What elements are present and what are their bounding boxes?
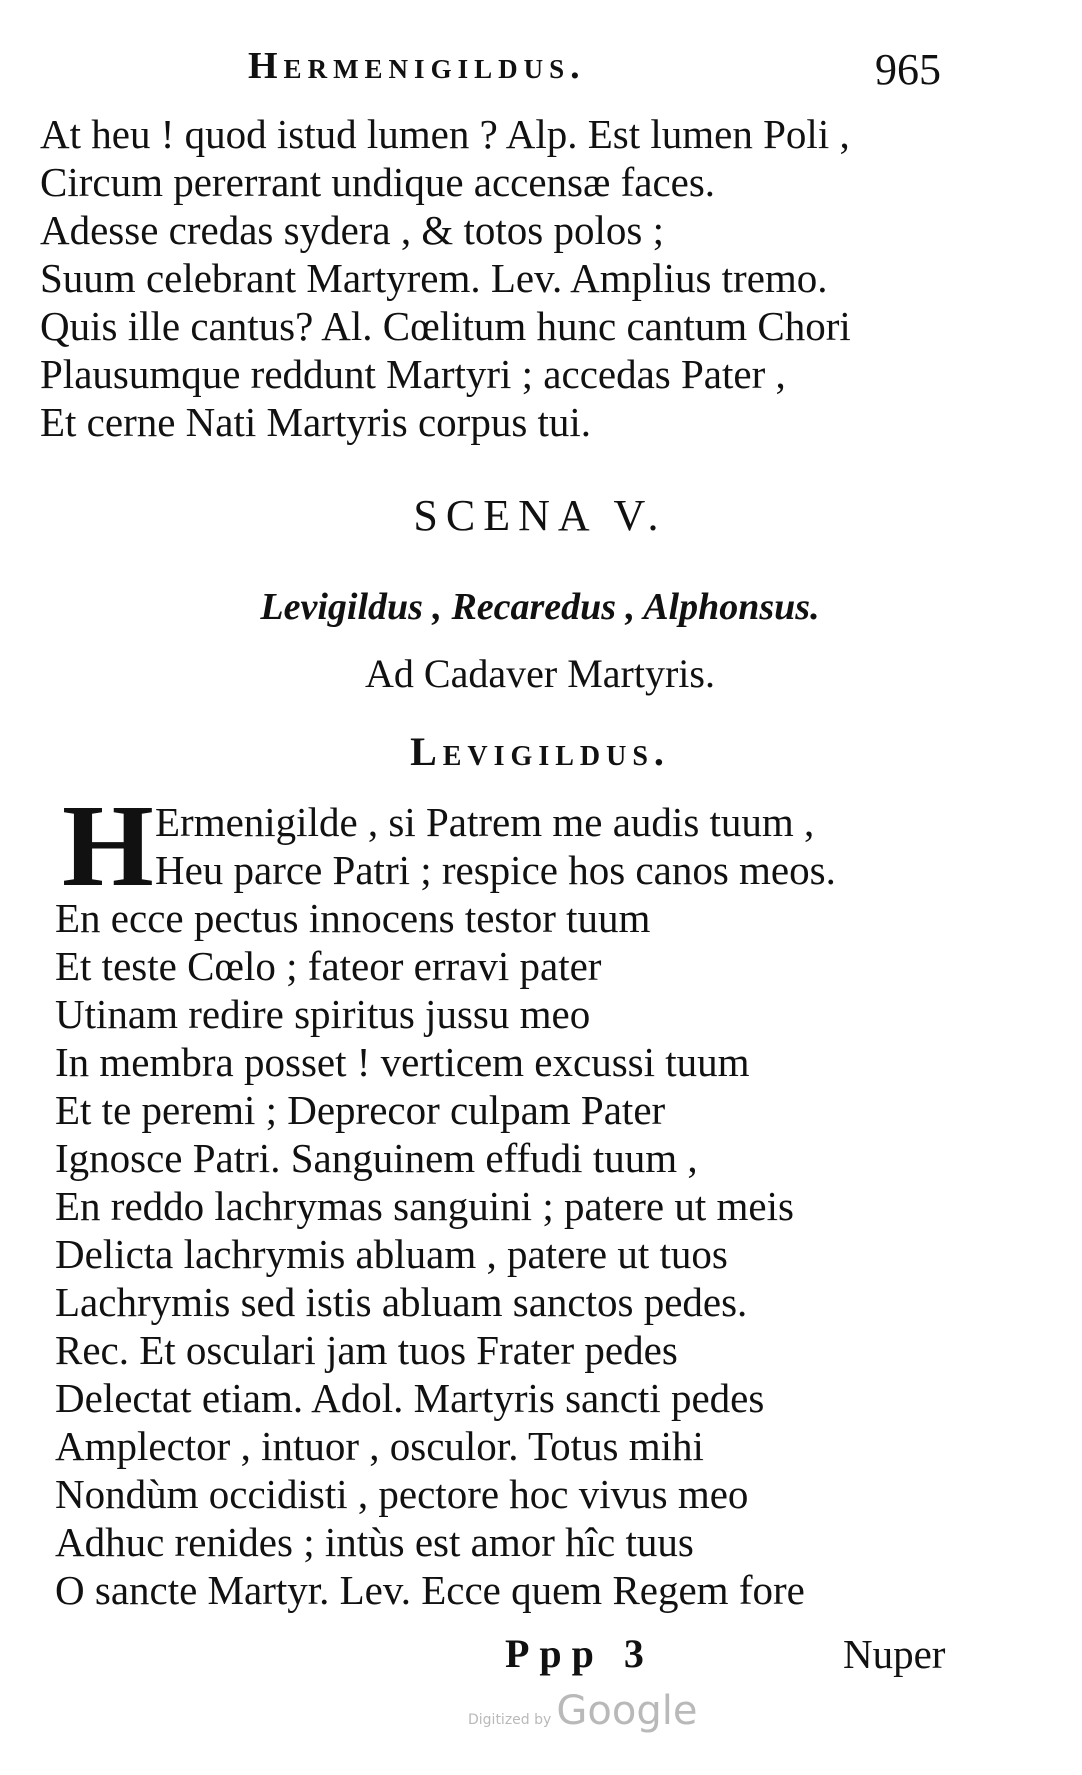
verse-line: Quis ille cantus? Al. Cœlitum hunc cantum Chori: [40, 303, 851, 349]
verse-line: Circum pererrant undique accensæ faces.: [40, 159, 716, 205]
verse-line: Adesse credas sydera , & totos polos ;: [40, 207, 664, 253]
verse-line: Lachrymis sed istis abluam sanctos pedes.: [55, 1279, 748, 1325]
verse-line: Adhuc renides ; intùs est amor hîc tuus: [55, 1519, 694, 1565]
verse-line: Ignosce Patri. Sanguinem effudi tuum ,: [55, 1135, 698, 1181]
scene-setting: Ad Cadaver Martyris.: [365, 651, 715, 696]
verse-line: Plausumque reddunt Martyri ; accedas Pater ,: [40, 351, 786, 397]
verse-line: Amplector , intuor , osculor. Totus mihi: [55, 1423, 704, 1469]
watermark-brand: Google: [556, 1688, 698, 1734]
verse-line: In membra posset ! verticem excussi tuum: [55, 1039, 750, 1085]
verse-line: Heu parce Patri ; respice hos canos meos.: [155, 847, 836, 893]
verse-line: Ermenigilde , si Patrem me audis tuum ,: [155, 799, 815, 845]
verse-line: At heu ! quod istud lumen ? Alp. Est lumen Poli ,: [40, 111, 850, 157]
speaker-heading: Levigildus.: [410, 729, 670, 774]
verse-line: Nondùm occidisti , pectore hoc vivus meo: [55, 1471, 749, 1517]
verse-line: En reddo lachrymas sanguini ; patere ut meis: [55, 1183, 794, 1229]
verse-block-top: [40, 110, 1040, 446]
catchword: Nuper: [843, 1631, 946, 1677]
running-title: Hermenigildus.: [248, 45, 586, 87]
dramatis-personae: Levigildus , Recaredus , Alphonsus.: [260, 586, 820, 628]
verse-line: O sancte Martyr. Lev. Ecce quem Regem fore: [55, 1567, 805, 1613]
page-number: 965: [875, 45, 941, 94]
verse-line: Delicta lachrymis abluam , patere ut tuos: [55, 1231, 728, 1277]
signature-mark: Ppp 3: [505, 1631, 654, 1676]
verse-line: Et te peremi ; Deprecor culpam Pater: [55, 1087, 666, 1133]
watermark-prefix: Digitized by: [468, 1712, 552, 1728]
verse-line: Rec. Et osculari jam tuos Frater pedes: [55, 1327, 678, 1373]
digitized-watermark: [468, 1688, 697, 1734]
verse-line: Et cerne Nati Martyris corpus tui.: [40, 399, 592, 445]
verse-block-bottom: [55, 780, 1055, 1614]
verse-line: En ecce pectus innocens testor tuum: [55, 895, 651, 941]
scene-title: SCENA V.: [413, 491, 667, 540]
verse-line: Delectat etiam. Adol. Martyris sancti pedes: [55, 1375, 765, 1421]
verse-line: Et teste Cœlo ; fateor erravi pater: [55, 943, 602, 989]
drop-capital: H: [62, 780, 154, 911]
verse-line: Suum celebrant Martyrem. Lev. Amplius tremo.: [40, 255, 828, 301]
verse-line: Utinam redire spiritus jussu meo: [55, 991, 591, 1037]
